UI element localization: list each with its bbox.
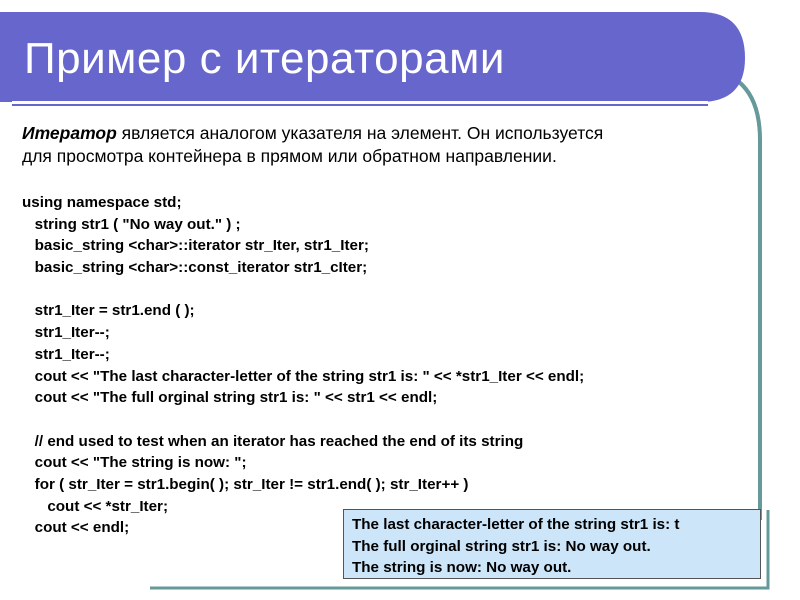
code-line: using namespace std; xyxy=(22,194,182,211)
code-line: str1_Iter--; xyxy=(22,324,110,342)
code-line: basic_string <char>::iterator str_Iter, str1_Iter; xyxy=(22,237,369,255)
code-line: str1_Iter--; xyxy=(22,345,110,363)
code-line: cout << endl; xyxy=(22,519,130,537)
code-line: cout << "The string is now: "; xyxy=(22,454,247,472)
slide-title: Пример с итераторами xyxy=(24,34,505,83)
output-line: The last character-letter of the string str1 is: t xyxy=(352,516,680,533)
code-line: cout << "The full orginal string str1 is: " << str1 << endl; xyxy=(22,389,438,407)
code-line: str1_Iter = str1.end ( ); xyxy=(22,302,195,320)
code-block xyxy=(22,192,742,539)
code-line xyxy=(22,279,742,301)
code-line: basic_string <char>::const_iterator str1_cIter; xyxy=(22,259,368,277)
output-line: The full orginal string str1 is: No way out. xyxy=(352,537,651,555)
intro-term: Итератор xyxy=(22,123,117,143)
code-line: cout << "The last character-letter of the string str1 is: " << *str1_Iter << endl; xyxy=(22,367,585,385)
code-line: cout << *str_Iter; xyxy=(22,497,169,515)
output-box xyxy=(343,509,761,579)
intro-line-1 xyxy=(22,122,742,145)
banner-underline xyxy=(12,101,708,104)
output-line: The string is now: No way out. xyxy=(352,559,572,576)
intro-text xyxy=(22,122,742,168)
code-line: string str1 ( "No way out." ) ; xyxy=(22,215,241,233)
intro-line-2: для просмотра контейнера в прямом или обратном направлении. xyxy=(22,146,557,166)
code-line: // end used to test when an iterator has reached the end of its string xyxy=(22,432,524,450)
code-line: for ( str_Iter = str1.begin( ); str_Iter != str1.end( ); str_Iter++ ) xyxy=(22,475,469,493)
intro-line-1-rest: является аналогом указателя на элемент. Он используется xyxy=(116,123,604,143)
code-line xyxy=(22,409,742,431)
banner-underline-shadow xyxy=(12,104,708,106)
